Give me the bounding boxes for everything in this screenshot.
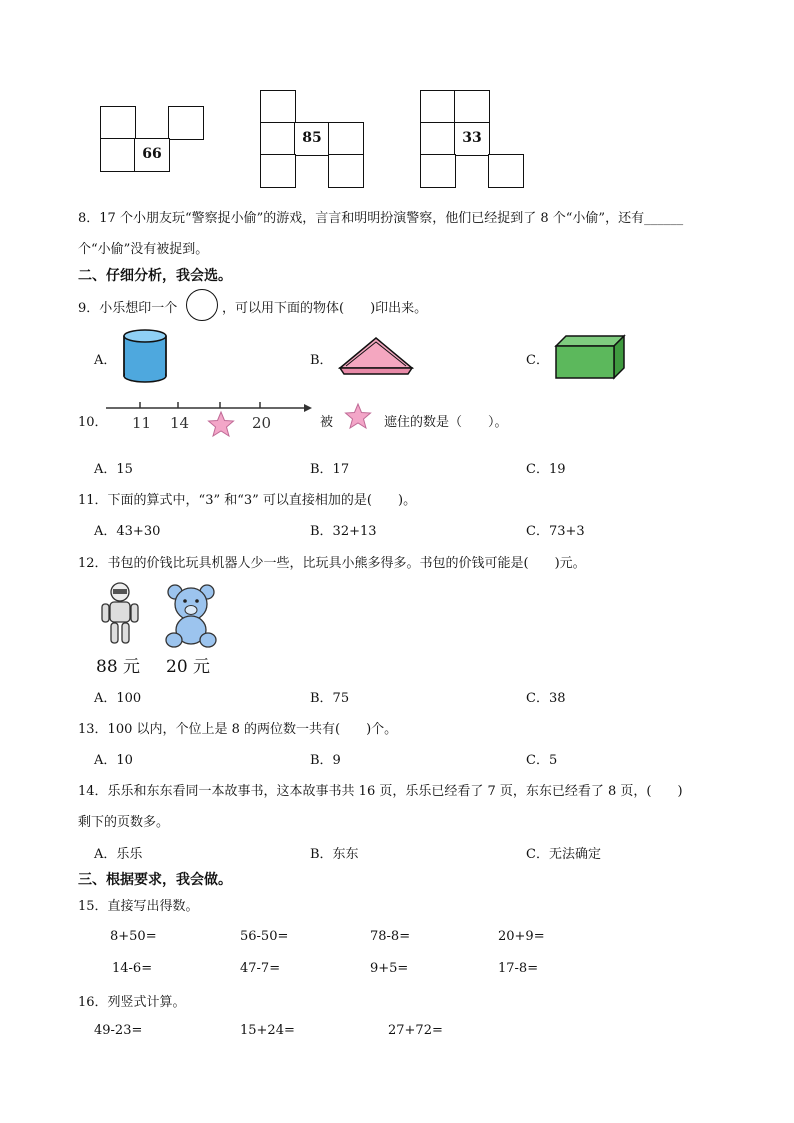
calc-item: 8+50= [110,929,157,944]
option-b[interactable]: B．75 [310,691,350,706]
option-c[interactable]: C．19 [526,462,566,477]
section-3-heading: 三、根据要求，我会做。 [78,872,232,888]
net-cell [260,90,296,124]
bear-icon [162,582,220,650]
cylinder-icon [120,328,170,384]
cuboid-icon [552,334,628,380]
net-cell [168,106,204,140]
question-9-prefix: 9．小乐想印一个 [78,301,178,316]
calc-item: 17-8= [498,961,539,976]
option-b[interactable]: B．东东 [310,847,359,862]
section-2-heading: 二、仔细分析，我会选。 [78,268,232,284]
question-14-line-2: 剩下的页数多。 [78,815,170,830]
circle-icon [186,289,218,321]
option-c[interactable]: C．无法确定 [526,847,601,862]
net-cell [260,154,296,188]
calc-item: 20+9= [498,929,545,944]
calc-item: 56-50= [240,929,289,944]
option-b[interactable]: B．32+13 [310,524,377,539]
tick-label-20: 20 [252,414,272,432]
calc-item: 27+72= [388,1023,443,1038]
question-8-line-1: 8．17 个小朋友玩“警察捉小偷”的游戏，言言和明明扮演警察，他们已经捉到了 8 个“小偷”，还有______ [78,211,684,226]
question-10-suffix: 遮住的数是（ ）。 [384,415,508,430]
question-10-number: 10． [78,415,108,430]
net-cell [420,122,456,156]
question-10-mid: 被 [320,415,334,430]
calc-item: 49-23= [94,1023,143,1038]
question-12-text: 12．书包的价钱比玩具机器人少一些，比玩具小熊多得多。书包的价钱可能是( )元。 [78,556,586,571]
option-c[interactable]: C．38 [526,691,566,706]
star-icon [344,402,372,430]
net-number: 33 [462,130,482,146]
robot-price: 88 元 [96,657,141,677]
calc-item: 15+24= [240,1023,295,1038]
calc-item: 78-8= [370,929,411,944]
calc-item: 9+5= [370,961,409,976]
net-cell [100,106,136,140]
option-a[interactable]: A． [94,353,117,368]
calc-item: 47-7= [240,961,281,976]
option-a[interactable]: A．43+30 [94,524,161,539]
net-number: 85 [302,130,322,146]
option-c[interactable]: C． [526,353,549,368]
net-cell [454,90,490,124]
question-15-text: 15．直接写出得数。 [78,899,199,914]
net-cell [420,90,456,124]
question-9-suffix: ，可以用下面的物体( )印出来。 [222,301,428,316]
net-cell [100,138,136,172]
option-a[interactable]: A．100 [94,691,142,706]
net-cell [488,154,524,188]
net-cell [328,122,364,156]
option-c[interactable]: C．5 [526,753,558,768]
tick-label-11: 11 [132,414,152,432]
option-b[interactable]: B．17 [310,462,350,477]
net-cell [420,154,456,188]
question-8-line-2: 个“小偷”没有被捉到。 [78,242,209,257]
tick-label-14: 14 [170,414,190,432]
calc-item: 14-6= [112,961,153,976]
option-b[interactable]: B．9 [310,753,341,768]
question-14-line-1: 14．乐乐和东东看同一本故事书，这本故事书共 16 页，乐乐已经看了 7 页，东东已经看了 8 页，( ) [78,784,683,799]
option-a[interactable]: A．15 [94,462,133,477]
question-11-text: 11．下面的算式中，“3” 和“3” 可以直接相加的是( )。 [78,493,417,508]
net-cell [328,154,364,188]
option-b[interactable]: B． [310,353,333,368]
question-16-text: 16．列竖式计算。 [78,995,186,1010]
question-13-text: 13．100 以内，个位上是 8 的两位数一共有( )个。 [78,722,398,737]
option-a[interactable]: A．乐乐 [94,847,143,862]
net-cell [260,122,296,156]
option-a[interactable]: A．10 [94,753,133,768]
bear-price: 20 元 [166,657,211,677]
star-icon [207,410,235,438]
net-number: 66 [142,146,162,162]
robot-icon [98,580,144,650]
triangular-prism-icon [336,332,416,376]
option-c[interactable]: C．73+3 [526,524,585,539]
